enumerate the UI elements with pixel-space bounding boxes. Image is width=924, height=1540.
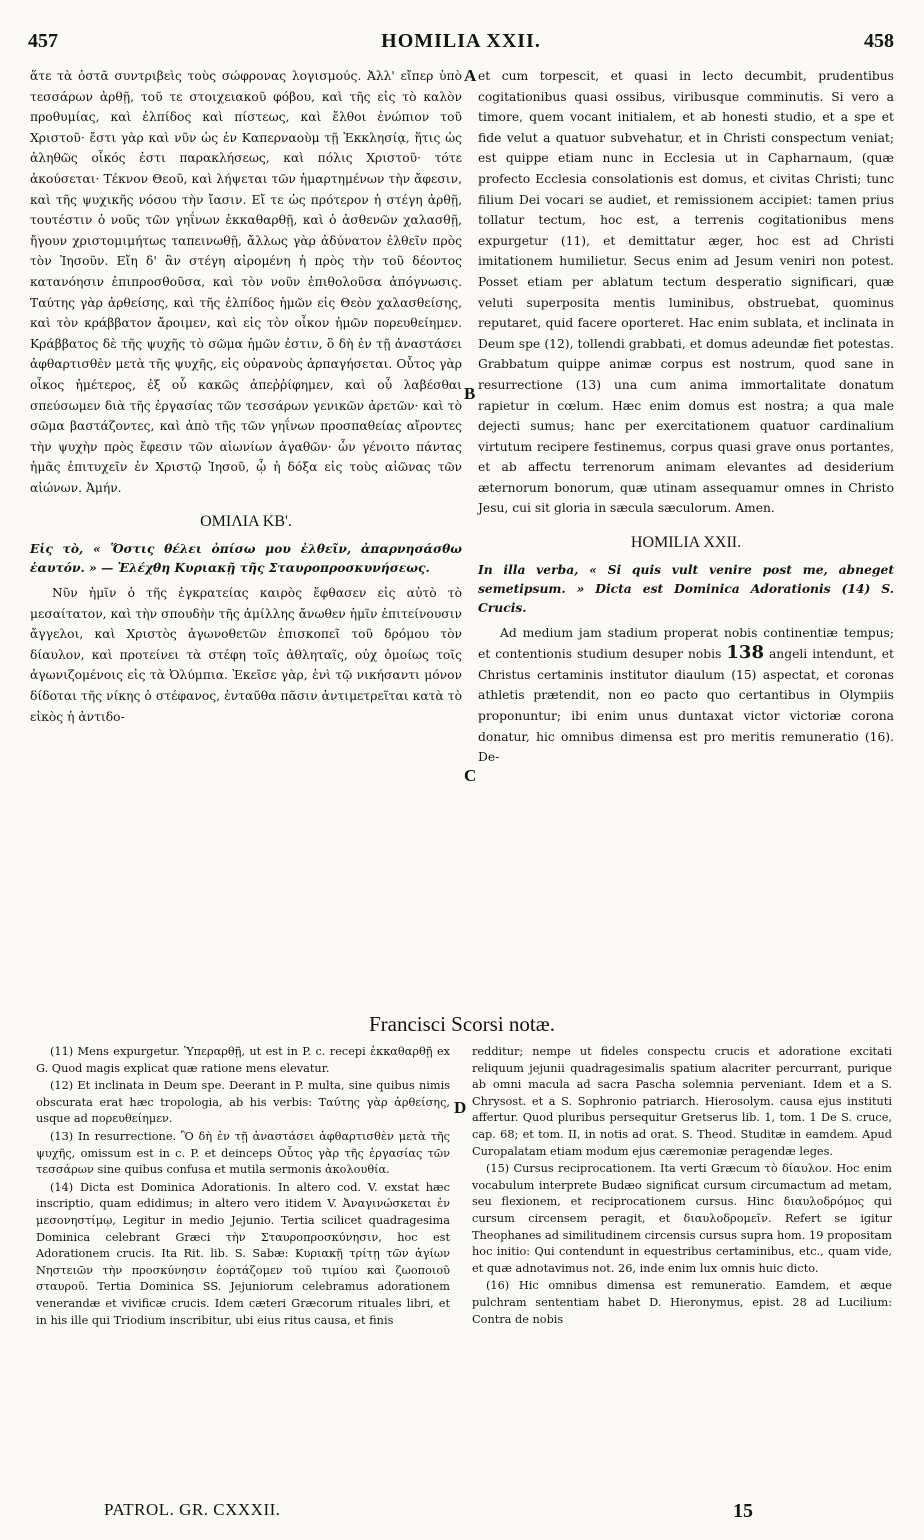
latin-homily-subtitle: In illa verba, « Si quis vult venire post me, abneget semetipsum. » Dicta est Dominica Adorationis (14) S. Crucis.	[478, 561, 894, 615]
footnote-14: (14) Dicta est Dominica Adorationis. In altero cod. V. exstat hæc inscriptio, quam edidimus; in altero vero itidem V. Ἀναγινώσκεται ἐν μεσονηστίμῳ, Legitur in medio Jejunio. Tertia scilicet quadragesima Dominica celebrant Græci τὴν Σταυροπροσκύνησιν, hoc est Adorationem crucis. Ita Rit. lib. S. Sabæ: Κυριακῇ τρίτῃ τῶν ἁγίων Νηστειῶν τὴν προσκύνησιν ἑορτάζομεν τοῦ τιμίου καὶ ζωοποιοῦ σταυροῦ. Tertia Dominica SS. Jejuniorum celebramus adorationem venerandæ et vivificæ crucis. Idem cæteri Græcorum rituales libri, et in his ille qui Triodium inscribitur, ubi eius ritus causa, et finis	[36, 1180, 450, 1327]
section-marker-c: C	[464, 766, 477, 785]
original-page-number: 138	[726, 642, 764, 664]
footnote-14-continued: redditur; nempe ut fideles conspectu crucis et adoratione excitati reliquum jejunii quadragesimalis spatium alacriter percurrant, purique ab omni macula ad sacra Pascha solemnia perveniant. Idem et a S. Chrysost. et a S. Sophronio patriarch. Hierosolym. causa ejus instituti affertur. Quod pluribus persequitur Gretserus lib. 1, tom. 1 De S. cruce, cap. 68; et tom. II, in notis ad orat. S. Theod. Studitæ in eamdem. Apud Curopalatam etiam modum ejus cæremoniæ peragendæ leges.	[472, 1045, 892, 1158]
greek-paragraph: ἅτε τὰ ὀστᾶ συντριβεὶς τοὺς σώφρονας λογισμούς. Ἀλλ' εἴπερ ὑπὸ τεσσάρων ἀρθῇ, τοῦ τε στοιχειακοῦ φόβου, καὶ τῆς εἰς τὸ καλὸν προθυμίας, καὶ ἐλπίδος καὶ πίστεως, καὶ ἔλθοι ἐνώπιον τοῦ Χριστοῦ· ἔστι γὰρ καὶ νῦν ὡς ἐν Καπερναοὺμ τῇ Ἐκκλησίᾳ, ἥτις ὡς ἀληθῶς οἶκός ἐστι παρακλήσεως, καὶ πόλις Χριστοῦ· τότε ἀκούσεται· Τέκνον Θεοῦ, καὶ λήψεται τῶν ἡμαρτημένων τὴν ἄφεσιν, καὶ τῆς ψυχικῆς νόσου τὴν ἴασιν. Εἴ τε ὡς πρότερον ἡ στέγη ἀρθῇ, τουτέστιν ὁ νοῦς τῶν γηΐνων ἐκκαθαρθῇ, καὶ ὁ ἀσθενῶν χαλασθῇ, ἤγουν χριστομιμήτως ταπεινωθῇ, ἄλλως γὰρ ἀδύνατον ἐλθεῖν πρὸς τὸν Ἰησοῦν. Εἴη δ' ἂν στέγη αἰρομένη ἡ πρὸς τὴν τοῦ δέοντος κατανόησιν ἐπιπροσθοῦσα, καὶ τὸν νοῦν ἐπιθολοῦσα ἀπόγνωσις. Ταύτης γὰρ ἀρθείσης, καὶ τῆς ἐλπίδος ἡμῶν εἰς Θεὸν χαλασθείσης, καὶ τὸν κράββατον ἄροιμεν, καὶ εἰς τὸν οἶκον ἡμῶν πορευθείημεν. Κράββατος δὲ τῆς ψυχῆς τὸ σῶμα ἡμῶν ἐστιν, ὃ δὴ ἐν τῇ ἀναστάσει ἀφθαρτισθὲν μετὰ τῆς ψυχῆς, εἰς οὐρανοὺς ἁρπαγήσεται. Οὗτος γὰρ οἶκος ἡμέτερος, ἐξ οὗ κακῶς ἀπεῤῥίφημεν, καὶ οὗ λαβέσθαι σπεύσωμεν διὰ τῆς ἐργασίας τῶν τεσσάρων γενικῶν ἀρετῶν· καὶ τὸ σῶμα βαστάζοντες, καὶ ἀπὸ τῆς τῶν γηΐνων προσπαθείας αἴροντες τὴν ψυχὴν πρὸς ἔφεσιν τῶν αἰωνίων ἀγαθῶν· ὧν γένοιτο πάντας ἡμᾶς ἐπιτυχεῖν ἐν Χριστῷ Ἰησοῦ, ᾧ ἡ δόξα εἰς τοὺς αἰῶνας τῶν αἰώνων. Ἀμήν.	[30, 69, 462, 495]
volume-footer: PATROL. GR. CXXXII.	[104, 1500, 281, 1519]
latin-column	[478, 66, 894, 768]
section-marker-a: A	[464, 66, 477, 85]
section-marker-d: D	[454, 1098, 467, 1117]
latin-paragraph	[478, 623, 894, 768]
footnote-12: (12) Et inclinata in Deum spe. Deerant in P. multa, sine quibus nimis obscurata erat hæc tropologia, ab his verbis: Ταύτης γὰρ ἀρθείσης, usque ad πορευθείημεν.	[36, 1079, 450, 1126]
greek-homily-title: ΟΜΙΛΙΑ ΚΒ'.	[200, 513, 292, 531]
footnote-13: (13) In resurrectione. Ὃ δὴ ἐν τῇ ἀναστάσει ἀφθαρτισθὲν μετὰ τῆς ψυχῆς, omissum est in c. P. et deinceps Οὗτος γὰρ τῆς ἐργασίας τῶν τεσσάρων sine quibus confusa et mutila sermonis ἀκολουθία.	[36, 1129, 450, 1177]
greek-column	[30, 66, 462, 727]
running-header	[28, 30, 894, 64]
footnote-16: (16) Hic omnibus dimensa est remuneratio. Eamdem, et æque pulchram sententiam habet D. Hieronymus, epist. 28 ad Lucilium: Contra de nobis	[472, 1279, 892, 1326]
page-number-right: 458	[864, 30, 894, 52]
footnote-11: (11) Mens expurgetur. Ὑπεραρθῇ, ut est in P. c. recepi ἐκκαθαρθῇ ex G. Quod magis explicat quæ ratione mens elevatur.	[36, 1045, 450, 1075]
notes-left-column	[36, 1044, 450, 1330]
section-marker-b: B	[464, 384, 476, 403]
latin-paragraph: et cum torpescit, et quasi in lecto decumbit, prudentibus cogitationibus quasi ossibus, viribusque comminutis. Si vero a timore, quem vocant initialem, et ab honesti studio, et a spe et fide velut a quatuor subvehatur, et in Christi conspectum veniat; est quippe etiam nunc in Ecclesia ut in Capharnaum, (quæ profecto Ecclesia consolationis est domus, et civitas Christi; tunc filium Dei vocari se audiet, et remissionem accipiet: tamen prius tollatur tectum, hoc est, a terrenis cogitationibus mens expurgetur (11), et demittatur æger, hoc est ad Christi imitationem humilietur. Secus enim ad Jesum veniri non potest. Posset etiam per ablatum tectum desperatio significari, quæ veluti superposita mentis luminibus, obstruebat, quominus reputaret, quid facere oporteret. Hac enim sublata, et inclinata in Deum spe (12), tollendi grabbati, et domus adeundæ fiet potestas. Grabbatum quippe animæ corpus est nostrum, quod sane in resurrectione (13) una cum anima immortalitate donatum rapietur in cœlum. Hæc enim domus est nostra; a qua male dejecti sumus; hanc per exercitationem quatuor cardinalium virtutum recipere festinemus, corpus quasi grave onus portantes, et ab affectu terrenorum animam elevantes ad desiderium æternorum bonorum, quæ utinam assequamur omnes in Christo Jesu, cui sit gloria in sæcula sæculorum. Amen.	[478, 69, 894, 516]
latin-text: Ad medium jam stadium properat nobis continentiæ tempus; et contentionis studium desuper nobis	[478, 625, 894, 662]
greek-homily-subtitle: Εἰς τὸ, « Ὅστις θέλει ὀπίσω μου ἐλθεῖν, ἀπαρνησάσθω ἑαυτόν. » — Ἐλέχθη Κυριακῇ τῆς Σταυροπροσκυνήσεως.	[30, 541, 462, 576]
latin-homily-title: HOMILIA XXII.	[630, 534, 742, 552]
notes-title: Francisci Scorsi notæ.	[368, 1012, 556, 1036]
latin-text: angeli intendunt, et Christus certaminis institutor diaulum (15) aspectat, et coronas athletis prætendit, non eo pacto quo certantibus in Olympiis proponuntur; ibi enim unus duntaxat victor victoriæ corona donatur, hic omnibus dimensa est pro meritis remuneratio (16). De-	[478, 647, 894, 765]
footnote-15: (15) Cursus reciprocationem. Ita verti Græcum τὸ δίαυλον. Hoc enim vocabulum interprete Budæo significat cursum circumactum ad metam, seu flexionem, et reciprocationem cursus. Hinc διαυλοδρόμος qui cursum circensem peragit, et διαυλοδρομεῖν. Refert se igitur Theophanes ad similitudinem circensis cursus supra hom. 19 propositam hoc initio: Qui contendunt in equestribus certaminibus, etc., quam vide, et quæ adnotavimus not. 26, inde enim lux omnis huic dicto.	[472, 1162, 892, 1275]
signature-mark: 15	[733, 1500, 753, 1522]
greek-paragraph: Νῦν ἡμῖν ὁ τῆς ἐγκρατείας καιρὸς ἔφθασεν εἰς αὐτὸ τὸ μεσαίτατον, καὶ τὴν σπουδὴν τῆς ἁμίλλης ἄνωθεν ἡμῖν ἐπιτείνουσιν ἄγγελοι, καὶ Χριστὸς ἀγωνοθετῶν ἐπισκοπεῖ τοῦ δρόμου τὸν δίαυλον, καὶ προτείνει τὰ στέφη τοῖς ἀθληταῖς, οὐχ ὁμοίως τοῖς ἀγωνιζομένοις εἰς τὰ Ὀλύμπια. Ἐκεῖσε γὰρ, ἑνὶ τῷ νικήσαντι μόνον δίδοται τῆς νίκης ὁ στέφανος, ἐνταῦθα πᾶσιν ἀντιμετρεῖται κατὰ τὸ εἰκὸς ἡ ἀντιδο-	[30, 586, 462, 724]
page-number-left: 457	[28, 30, 58, 52]
running-title: HOMILIA XXII.	[381, 30, 541, 52]
notes-right-column	[472, 1044, 892, 1329]
